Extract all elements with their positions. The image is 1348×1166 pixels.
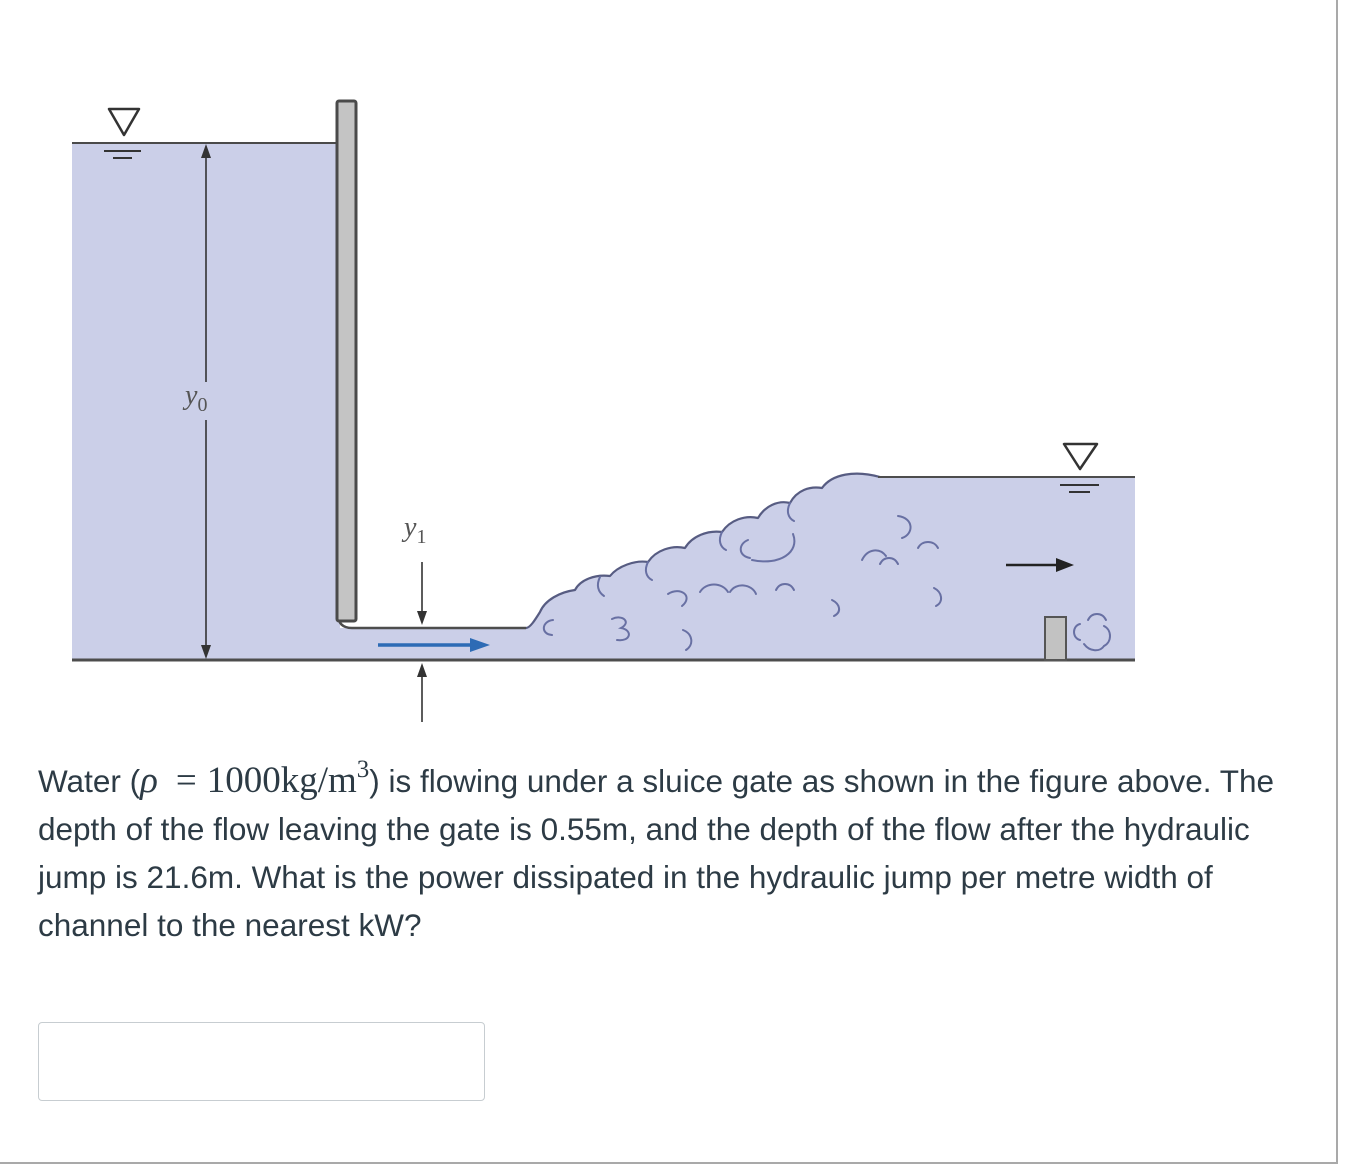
density-value: 1000kg/m [206,760,357,801]
density-symbol: ρ [140,760,158,801]
question-line-2: depth of the flow leaving the gate is 0.55m, and the depth of the flow after the hydraulic [38,811,1250,847]
y0-label-symbol: y [185,380,198,411]
density-expression [140,756,370,801]
downstream-water [336,474,1135,660]
question-text-before-math: Water ( [38,763,141,799]
sluice-gate [337,101,356,621]
y0-label-subscript: 0 [197,394,208,416]
arrowhead-down [417,611,427,625]
y1-label-symbol: y [404,512,417,543]
question-text [38,757,1274,949]
water-level-triangle [109,109,139,135]
water-level-symbol-downstream [1060,444,1099,492]
water-level-symbol-upstream [104,109,141,158]
equals-sign: = [175,760,197,801]
jet-surface [338,614,526,628]
question-line-1 [38,757,1274,805]
question-text-after-math: ) is flowing under a sluice gate as shown in the figure above. The [369,763,1274,799]
end-sill [1045,617,1066,660]
water-level-triangle [1064,444,1097,469]
answer-input[interactable] [38,1022,485,1101]
question-line-3: jump is 21.6m. What is the power dissipated in the hydraulic jump per metre width of [38,859,1213,895]
density-exponent: 3 [356,756,370,783]
y1-dimension-arrow-top [417,562,427,625]
y1-label-subscript: 1 [416,526,427,548]
y1-label [401,512,426,548]
y1-dimension-arrow-bottom [417,663,427,722]
question-line-4: channel to the nearest kW? [38,907,422,943]
arrowhead-up [417,663,427,677]
